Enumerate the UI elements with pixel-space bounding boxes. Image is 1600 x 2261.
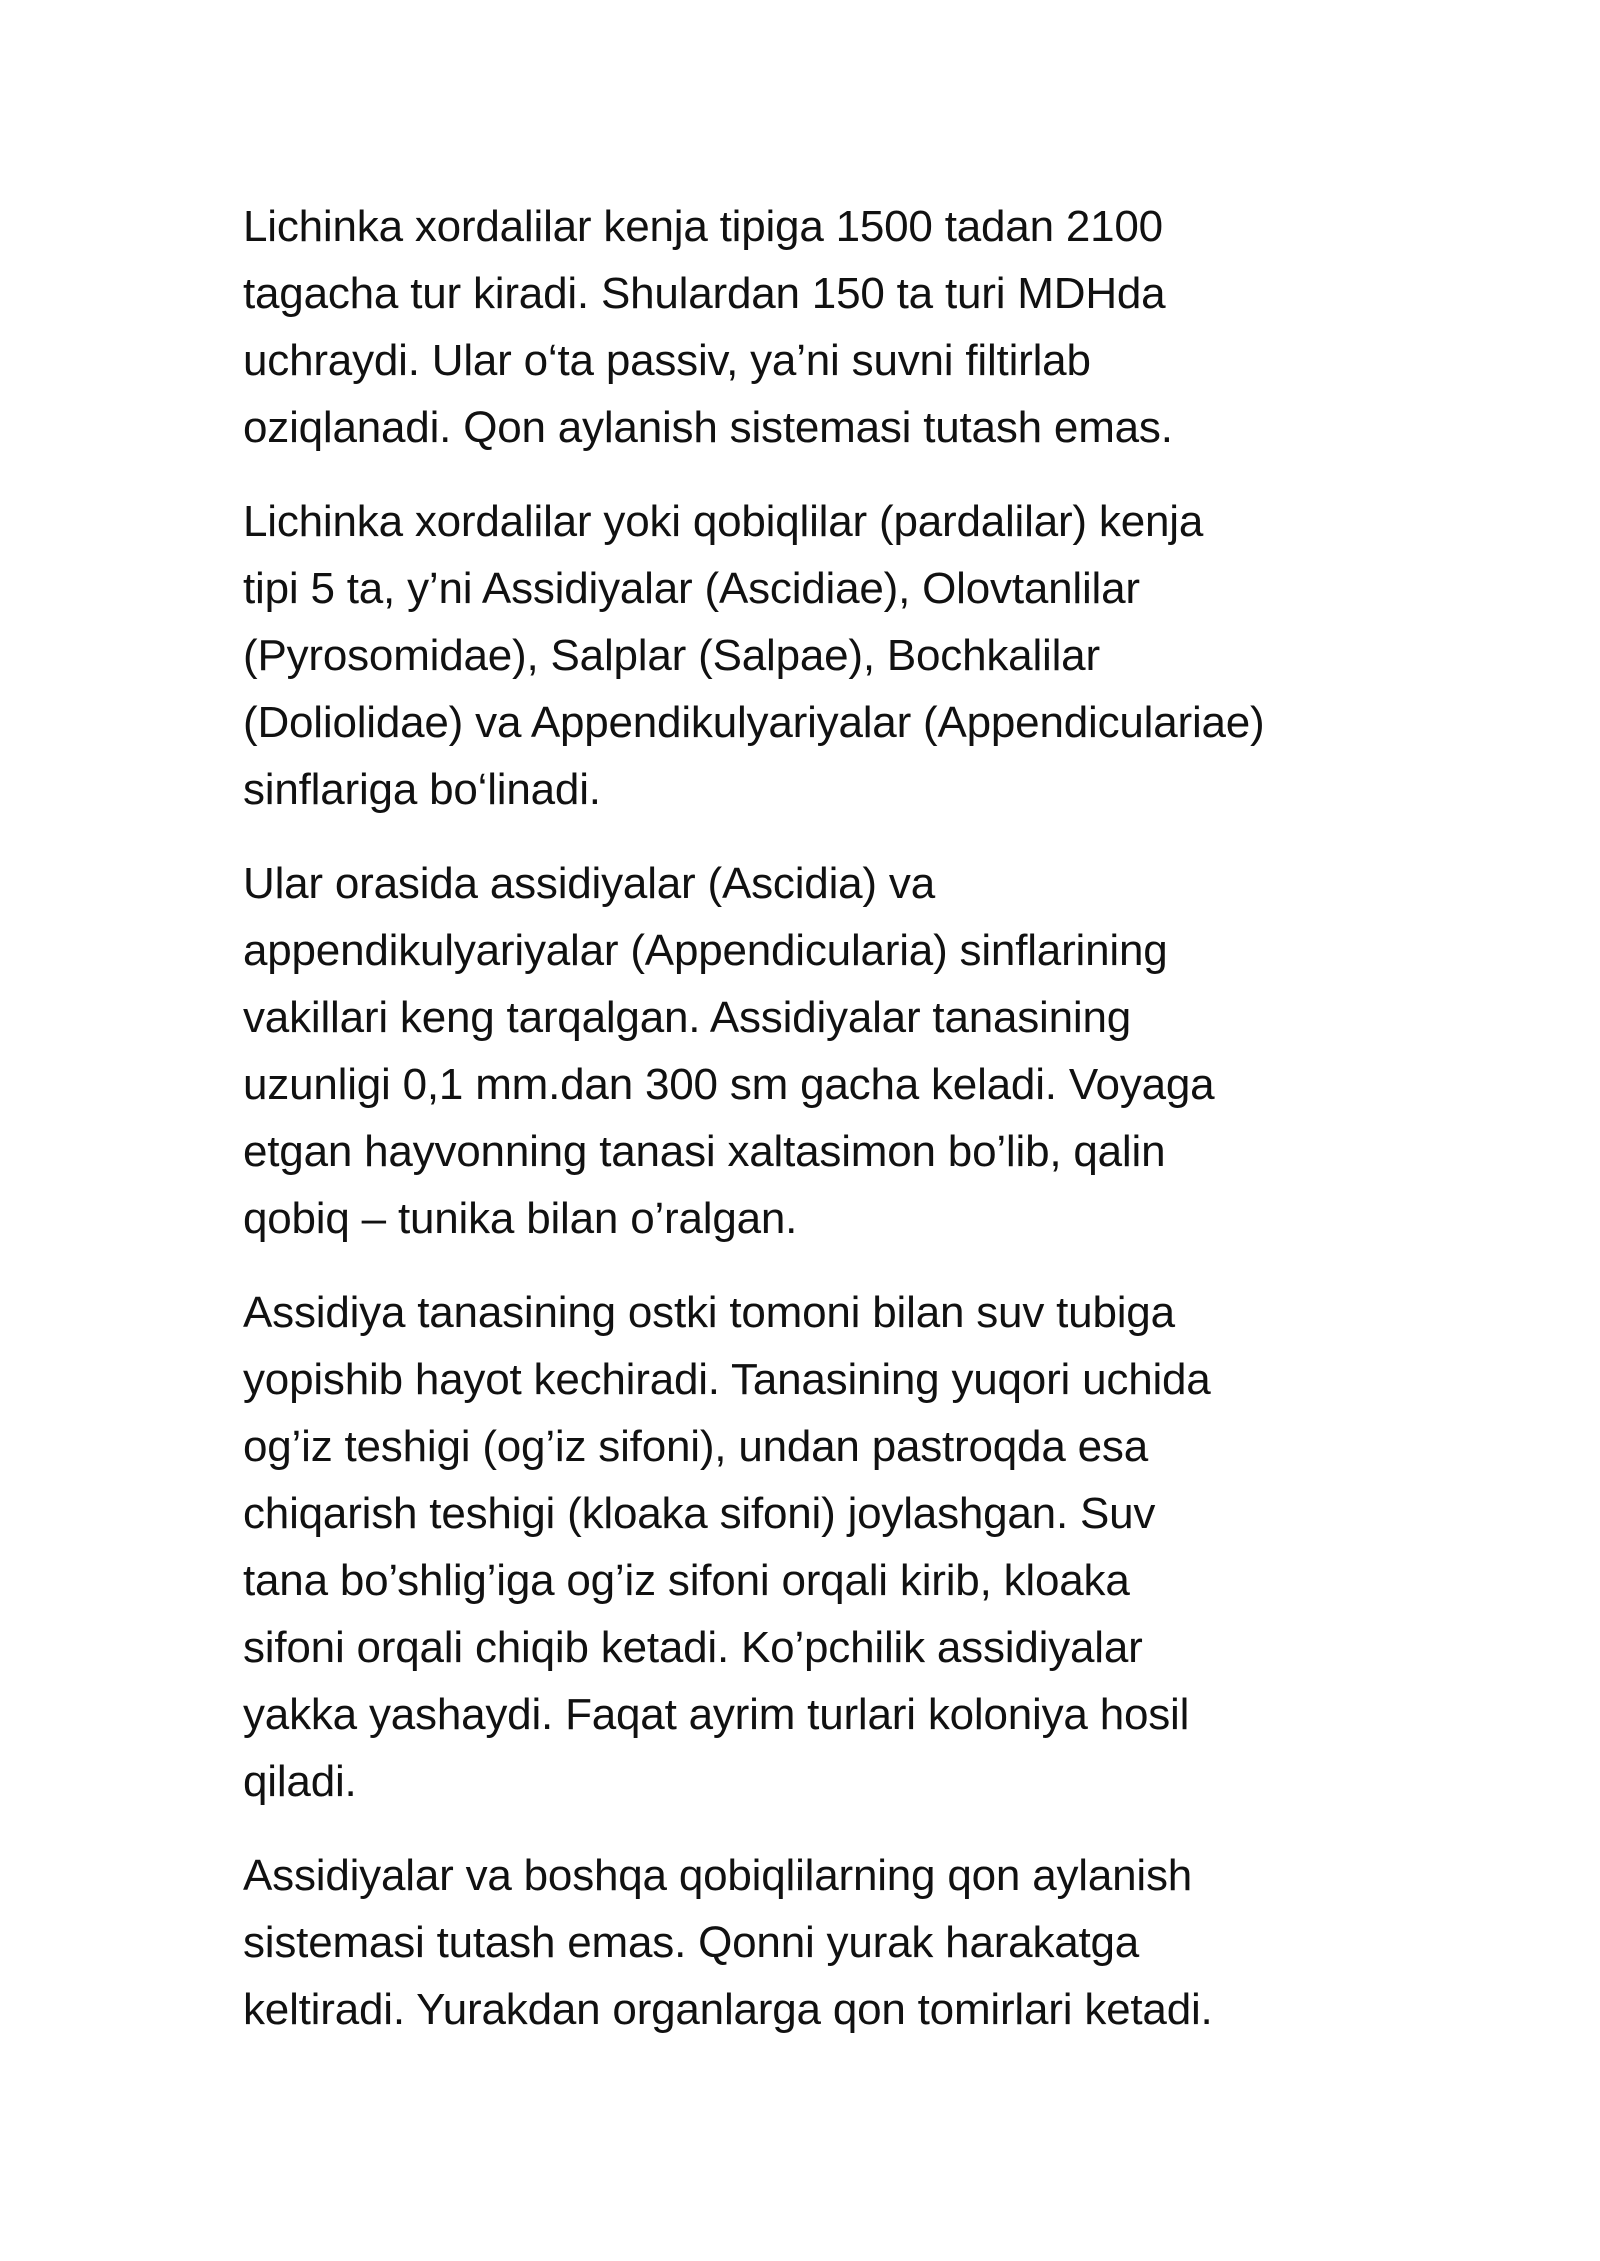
text-line: yakka yashaydi. Faqat ayrim turlari koloniya hosil [243, 1690, 1190, 1739]
text-line: tagacha tur kiradi. Shulardan 150 ta turi MDHda [243, 269, 1166, 318]
text-line: Lichinka xordalilar yoki qobiqlilar (pardalilar) kenja [243, 497, 1204, 546]
text-line: Assidiya tanasining ostki tomoni bilan suv tubiga [243, 1288, 1175, 1337]
text-line: sifoni orqali chiqib ketadi. Ko’pchilik assidiyalar [243, 1623, 1143, 1672]
text-line: qiladi. [243, 1757, 357, 1806]
text-line: tipi 5 ta, y’ni Assidiyalar (Ascidiae), Olovtanlilar [243, 564, 1140, 613]
text-line: sinflariga bo‘linadi. [243, 765, 601, 814]
document-body [243, 193, 1393, 2070]
paragraph-5 [243, 1842, 1393, 2043]
text-line: keltiradi. Yurakdan organlarga qon tomirlari ketadi. [243, 1985, 1213, 2034]
paragraph-2 [243, 488, 1393, 823]
text-line: og’iz teshigi (og’iz sifoni), undan pastroqda esa [243, 1422, 1148, 1471]
text-line: (Doliolidae) va Appendikulyariyalar (Appendiculariae) [243, 698, 1265, 747]
text-line: chiqarish teshigi (kloaka sifoni) joylashgan. Suv [243, 1489, 1156, 1538]
text-line: tana bo’shlig’iga og’iz sifoni orqali kirib, kloaka [243, 1556, 1130, 1605]
text-line: uchraydi. Ular o‘ta passiv, ya’ni suvni filtirlab [243, 336, 1091, 385]
text-line: Ular orasida assidiyalar (Ascidia) va [243, 859, 935, 908]
text-line: yopishib hayot kechiradi. Tanasining yuqori uchida [243, 1355, 1211, 1404]
paragraph-4 [243, 1279, 1393, 1815]
text-line: (Pyrosomidae), Salplar (Salpae), Bochkalilar [243, 631, 1100, 680]
text-line: sistemasi tutash emas. Qonni yurak harakatga [243, 1918, 1140, 1967]
text-line: vakillari keng tarqalgan. Assidiyalar tanasining [243, 993, 1132, 1042]
text-line: oziqlanadi. Qon aylanish sistemasi tutash emas. [243, 403, 1173, 452]
paragraph-3 [243, 850, 1393, 1252]
paragraph-1 [243, 193, 1393, 461]
text-line: appendikulyariyalar (Appendicularia) sinflarining [243, 926, 1168, 975]
text-line: Assidiyalar va boshqa qobiqlilarning qon aylanish [243, 1851, 1193, 1900]
text-line: uzunligi 0,1 mm.dan 300 sm gacha keladi. Voyaga [243, 1060, 1215, 1109]
text-line: qobiq – tunika bilan o’ralgan. [243, 1194, 798, 1243]
text-line: etgan hayvonning tanasi xaltasimon bo’lib, qalin [243, 1127, 1166, 1176]
text-line: Lichinka xordalilar kenja tipiga 1500 tadan 2100 [243, 202, 1163, 251]
